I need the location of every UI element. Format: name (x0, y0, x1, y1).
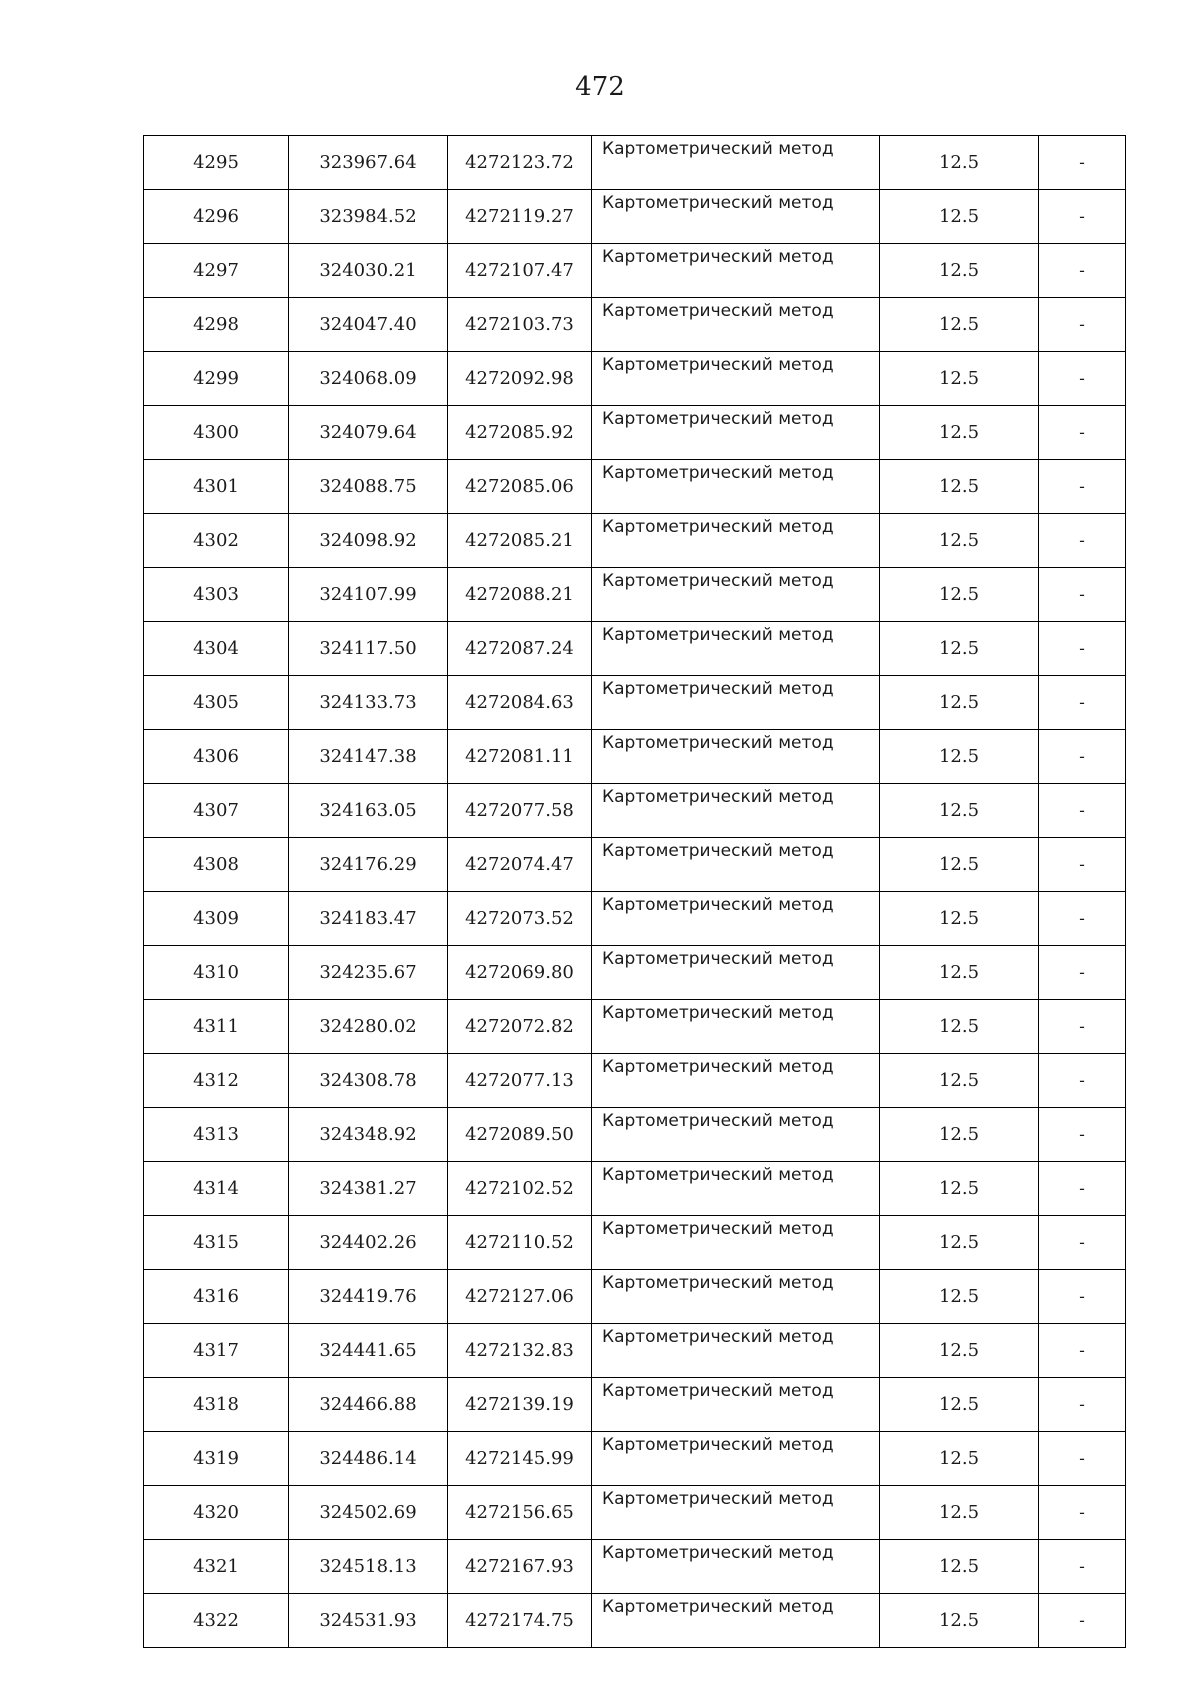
point-number-cell: 4307 (144, 784, 289, 838)
accuracy-cell: 12.5 (880, 460, 1039, 514)
accuracy-cell: 12.5 (880, 298, 1039, 352)
table-row (144, 244, 1126, 298)
y-coordinate-cell: 4272084.63 (448, 676, 592, 730)
point-number-cell: 4300 (144, 406, 289, 460)
table-row (144, 568, 1126, 622)
accuracy-cell: 12.5 (880, 1324, 1039, 1378)
point-number-cell: 4303 (144, 568, 289, 622)
note-cell: - (1039, 1216, 1126, 1270)
point-number-cell: 4308 (144, 838, 289, 892)
note-cell: - (1039, 190, 1126, 244)
accuracy-cell: 12.5 (880, 838, 1039, 892)
method-cell: Картометрический метод (592, 892, 880, 946)
accuracy-cell: 12.5 (880, 1540, 1039, 1594)
note-cell: - (1039, 1540, 1126, 1594)
accuracy-cell: 12.5 (880, 1216, 1039, 1270)
note-cell: - (1039, 1594, 1126, 1648)
accuracy-cell: 12.5 (880, 190, 1039, 244)
note-cell: - (1039, 1432, 1126, 1486)
note-cell: - (1039, 622, 1126, 676)
note-cell: - (1039, 1000, 1126, 1054)
method-cell: Картометрический метод (592, 946, 880, 1000)
point-number-cell: 4316 (144, 1270, 289, 1324)
table-row (144, 892, 1126, 946)
x-coordinate-cell: 324133.73 (289, 676, 448, 730)
method-cell: Картометрический метод (592, 1378, 880, 1432)
y-coordinate-cell: 4272087.24 (448, 622, 592, 676)
y-coordinate-cell: 4272072.82 (448, 1000, 592, 1054)
table-row (144, 1162, 1126, 1216)
x-coordinate-cell: 324047.40 (289, 298, 448, 352)
accuracy-cell: 12.5 (880, 1594, 1039, 1648)
page-number: 472 (575, 72, 625, 102)
accuracy-cell: 12.5 (880, 1054, 1039, 1108)
point-number-cell: 4311 (144, 1000, 289, 1054)
point-number-cell: 4302 (144, 514, 289, 568)
accuracy-cell: 12.5 (880, 1378, 1039, 1432)
x-coordinate-cell: 323967.64 (289, 136, 448, 190)
x-coordinate-cell: 324348.92 (289, 1108, 448, 1162)
method-cell: Картометрический метод (592, 1324, 880, 1378)
accuracy-cell: 12.5 (880, 676, 1039, 730)
method-cell: Картометрический метод (592, 568, 880, 622)
note-cell: - (1039, 730, 1126, 784)
x-coordinate-cell: 324107.99 (289, 568, 448, 622)
x-coordinate-cell: 324030.21 (289, 244, 448, 298)
table-row (144, 1270, 1126, 1324)
table-row (144, 1432, 1126, 1486)
x-coordinate-cell: 324079.64 (289, 406, 448, 460)
note-cell: - (1039, 136, 1126, 190)
table-row (144, 838, 1126, 892)
point-number-cell: 4313 (144, 1108, 289, 1162)
method-cell: Картометрический метод (592, 838, 880, 892)
y-coordinate-cell: 4272127.06 (448, 1270, 592, 1324)
x-coordinate-cell: 324502.69 (289, 1486, 448, 1540)
note-cell: - (1039, 298, 1126, 352)
point-number-cell: 4315 (144, 1216, 289, 1270)
point-number-cell: 4318 (144, 1378, 289, 1432)
accuracy-cell: 12.5 (880, 946, 1039, 1000)
table-body (144, 136, 1126, 1648)
point-number-cell: 4306 (144, 730, 289, 784)
table-row (144, 1540, 1126, 1594)
method-cell: Картометрический метод (592, 1054, 880, 1108)
x-coordinate-cell: 324518.13 (289, 1540, 448, 1594)
x-coordinate-cell: 324068.09 (289, 352, 448, 406)
note-cell: - (1039, 676, 1126, 730)
y-coordinate-cell: 4272074.47 (448, 838, 592, 892)
accuracy-cell: 12.5 (880, 622, 1039, 676)
point-number-cell: 4295 (144, 136, 289, 190)
x-coordinate-cell: 324117.50 (289, 622, 448, 676)
method-cell: Картометрический метод (592, 460, 880, 514)
coordinates-table (143, 135, 1126, 1648)
x-coordinate-cell: 324147.38 (289, 730, 448, 784)
x-coordinate-cell: 324531.93 (289, 1594, 448, 1648)
table-row (144, 1054, 1126, 1108)
accuracy-cell: 12.5 (880, 730, 1039, 784)
point-number-cell: 4320 (144, 1486, 289, 1540)
x-coordinate-cell: 324486.14 (289, 1432, 448, 1486)
note-cell: - (1039, 1270, 1126, 1324)
method-cell: Картометрический метод (592, 298, 880, 352)
y-coordinate-cell: 4272139.19 (448, 1378, 592, 1432)
note-cell: - (1039, 892, 1126, 946)
table-row (144, 1108, 1126, 1162)
y-coordinate-cell: 4272174.75 (448, 1594, 592, 1648)
accuracy-cell: 12.5 (880, 1162, 1039, 1216)
x-coordinate-cell: 324235.67 (289, 946, 448, 1000)
method-cell: Картометрический метод (592, 1486, 880, 1540)
method-cell: Картометрический метод (592, 244, 880, 298)
accuracy-cell: 12.5 (880, 1432, 1039, 1486)
x-coordinate-cell: 324419.76 (289, 1270, 448, 1324)
table-row (144, 784, 1126, 838)
table-row (144, 622, 1126, 676)
accuracy-cell: 12.5 (880, 784, 1039, 838)
point-number-cell: 4312 (144, 1054, 289, 1108)
table-row (144, 946, 1126, 1000)
y-coordinate-cell: 4272103.73 (448, 298, 592, 352)
x-coordinate-cell: 324163.05 (289, 784, 448, 838)
point-number-cell: 4314 (144, 1162, 289, 1216)
method-cell: Картометрический метод (592, 1540, 880, 1594)
table-row (144, 1216, 1126, 1270)
y-coordinate-cell: 4272089.50 (448, 1108, 592, 1162)
x-coordinate-cell: 324381.27 (289, 1162, 448, 1216)
table-row (144, 514, 1126, 568)
accuracy-cell: 12.5 (880, 1108, 1039, 1162)
method-cell: Картометрический метод (592, 1162, 880, 1216)
accuracy-cell: 12.5 (880, 406, 1039, 460)
note-cell: - (1039, 244, 1126, 298)
method-cell: Картометрический метод (592, 1270, 880, 1324)
y-coordinate-cell: 4272119.27 (448, 190, 592, 244)
method-cell: Картометрический метод (592, 190, 880, 244)
accuracy-cell: 12.5 (880, 244, 1039, 298)
accuracy-cell: 12.5 (880, 892, 1039, 946)
method-cell: Картометрический метод (592, 406, 880, 460)
accuracy-cell: 12.5 (880, 1270, 1039, 1324)
y-coordinate-cell: 4272132.83 (448, 1324, 592, 1378)
method-cell: Картометрический метод (592, 1594, 880, 1648)
accuracy-cell: 12.5 (880, 352, 1039, 406)
y-coordinate-cell: 4272092.98 (448, 352, 592, 406)
table-row (144, 1324, 1126, 1378)
method-cell: Картометрический метод (592, 784, 880, 838)
x-coordinate-cell: 324098.92 (289, 514, 448, 568)
y-coordinate-cell: 4272123.72 (448, 136, 592, 190)
x-coordinate-cell: 324308.78 (289, 1054, 448, 1108)
note-cell: - (1039, 514, 1126, 568)
note-cell: - (1039, 784, 1126, 838)
note-cell: - (1039, 838, 1126, 892)
y-coordinate-cell: 4272156.65 (448, 1486, 592, 1540)
y-coordinate-cell: 4272145.99 (448, 1432, 592, 1486)
note-cell: - (1039, 1054, 1126, 1108)
y-coordinate-cell: 4272069.80 (448, 946, 592, 1000)
point-number-cell: 4322 (144, 1594, 289, 1648)
x-coordinate-cell: 324183.47 (289, 892, 448, 946)
accuracy-cell: 12.5 (880, 136, 1039, 190)
point-number-cell: 4296 (144, 190, 289, 244)
table-row (144, 1000, 1126, 1054)
note-cell: - (1039, 1486, 1126, 1540)
x-coordinate-cell: 324441.65 (289, 1324, 448, 1378)
accuracy-cell: 12.5 (880, 1000, 1039, 1054)
point-number-cell: 4301 (144, 460, 289, 514)
note-cell: - (1039, 406, 1126, 460)
table-row (144, 1594, 1126, 1648)
method-cell: Картометрический метод (592, 514, 880, 568)
point-number-cell: 4317 (144, 1324, 289, 1378)
y-coordinate-cell: 4272085.21 (448, 514, 592, 568)
point-number-cell: 4297 (144, 244, 289, 298)
method-cell: Картометрический метод (592, 1000, 880, 1054)
y-coordinate-cell: 4272085.06 (448, 460, 592, 514)
table-row (144, 730, 1126, 784)
table-row (144, 190, 1126, 244)
method-cell: Картометрический метод (592, 1108, 880, 1162)
table-row (144, 136, 1126, 190)
method-cell: Картометрический метод (592, 136, 880, 190)
table-row (144, 460, 1126, 514)
note-cell: - (1039, 1162, 1126, 1216)
note-cell: - (1039, 352, 1126, 406)
point-number-cell: 4319 (144, 1432, 289, 1486)
y-coordinate-cell: 4272077.13 (448, 1054, 592, 1108)
note-cell: - (1039, 1378, 1126, 1432)
table-row (144, 406, 1126, 460)
y-coordinate-cell: 4272110.52 (448, 1216, 592, 1270)
point-number-cell: 4298 (144, 298, 289, 352)
point-number-cell: 4305 (144, 676, 289, 730)
y-coordinate-cell: 4272073.52 (448, 892, 592, 946)
point-number-cell: 4309 (144, 892, 289, 946)
method-cell: Картометрический метод (592, 352, 880, 406)
accuracy-cell: 12.5 (880, 1486, 1039, 1540)
y-coordinate-cell: 4272088.21 (448, 568, 592, 622)
method-cell: Картометрический метод (592, 676, 880, 730)
y-coordinate-cell: 4272085.92 (448, 406, 592, 460)
y-coordinate-cell: 4272167.93 (448, 1540, 592, 1594)
table-row (144, 298, 1126, 352)
table-row (144, 1378, 1126, 1432)
x-coordinate-cell: 324280.02 (289, 1000, 448, 1054)
table-row (144, 676, 1126, 730)
method-cell: Картометрический метод (592, 1432, 880, 1486)
y-coordinate-cell: 4272081.11 (448, 730, 592, 784)
y-coordinate-cell: 4272107.47 (448, 244, 592, 298)
method-cell: Картометрический метод (592, 1216, 880, 1270)
method-cell: Картометрический метод (592, 622, 880, 676)
y-coordinate-cell: 4272102.52 (448, 1162, 592, 1216)
method-cell: Картометрический метод (592, 730, 880, 784)
table-row (144, 1486, 1126, 1540)
accuracy-cell: 12.5 (880, 514, 1039, 568)
x-coordinate-cell: 324402.26 (289, 1216, 448, 1270)
point-number-cell: 4310 (144, 946, 289, 1000)
note-cell: - (1039, 460, 1126, 514)
x-coordinate-cell: 324176.29 (289, 838, 448, 892)
accuracy-cell: 12.5 (880, 568, 1039, 622)
point-number-cell: 4321 (144, 1540, 289, 1594)
note-cell: - (1039, 1108, 1126, 1162)
point-number-cell: 4299 (144, 352, 289, 406)
point-number-cell: 4304 (144, 622, 289, 676)
note-cell: - (1039, 568, 1126, 622)
note-cell: - (1039, 946, 1126, 1000)
y-coordinate-cell: 4272077.58 (448, 784, 592, 838)
x-coordinate-cell: 323984.52 (289, 190, 448, 244)
x-coordinate-cell: 324088.75 (289, 460, 448, 514)
table-row (144, 352, 1126, 406)
note-cell: - (1039, 1324, 1126, 1378)
x-coordinate-cell: 324466.88 (289, 1378, 448, 1432)
